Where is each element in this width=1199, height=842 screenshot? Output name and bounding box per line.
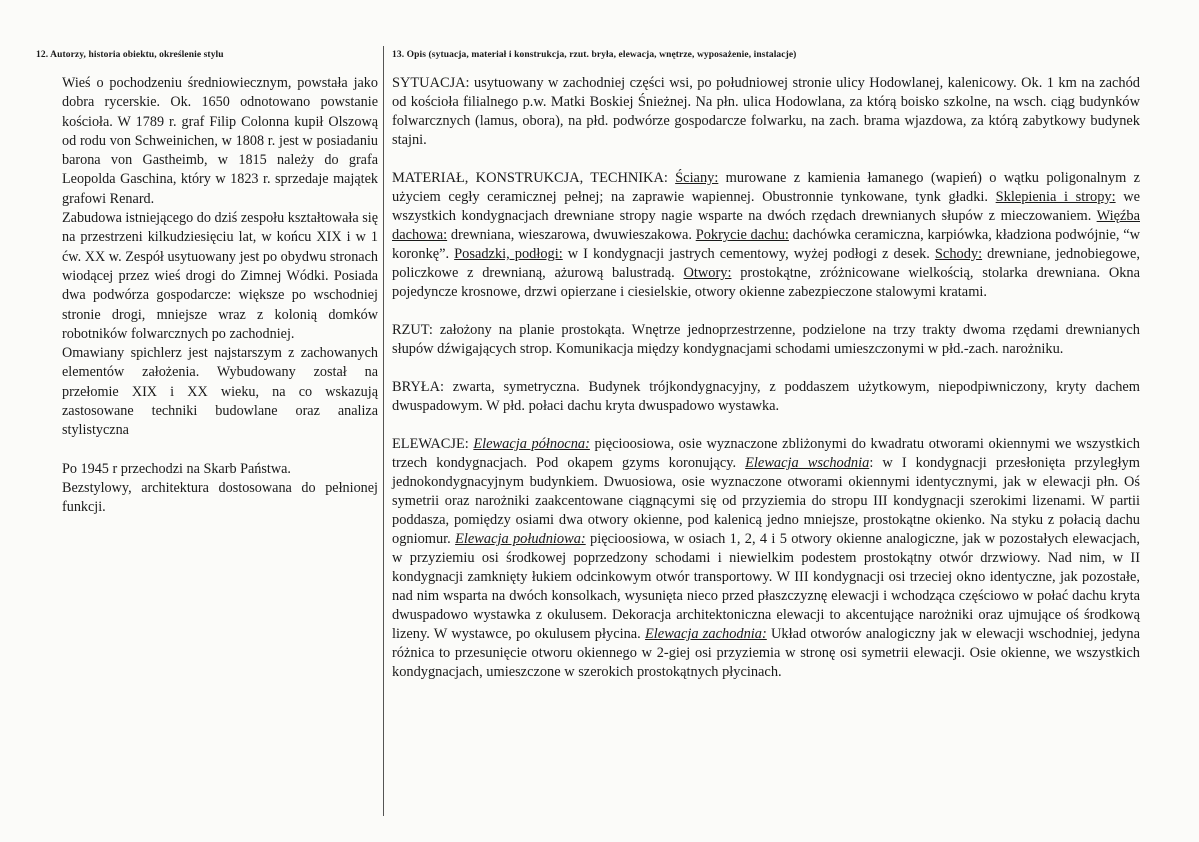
column-divider xyxy=(383,46,384,816)
north-elevation-label: Elewacja północna: xyxy=(473,436,590,452)
history-column xyxy=(36,50,378,518)
section-12-heading: 12. Autorzy, historia obiektu, określenie stylu xyxy=(36,50,224,60)
history-paragraph-origins: Wieś o pochodzeniu średniowiecznym, powstała jako dobra rycerskie. Ok. 1650 odnotowano powstanie kościoła. W 1789 r. graf Filip Colonna kupił Olszową od rodu von Schweinichen, w 1808 r. jest w posiadaniu barona von Gastheimb, w 1815 należy do grafa Leopolda Gaschina, który w 1823 r. sprzedaje majątek grafowi Renard. xyxy=(62,75,378,207)
history-paragraph-granary: Omawiany spichlerz jest najstarszym z zachowanych elementów założenia. Wybudowany został na przełomie XIX i XX wieku, na co wskazują zastosowane techniki budowlane oraz analiza stylistyczna xyxy=(62,345,378,439)
elewacje-lead: ELEWACJE: xyxy=(392,436,474,452)
rzut-paragraph: RZUT: założony na planie prostokąta. Wnętrze jednoprzestrzenne, podzielone na trzy trakty dwoma rzędami drewnianych słupów dźwigających strop. Komunikacja między kondygnacjami schodami umieszczonymi w płd.-zach. narożniku. xyxy=(392,322,1140,357)
bryla-paragraph: BRYŁA: zwarta, symetryczna. Budynek trójkondygnacyjny, z poddaszem użytkowym, niepodpiwniczony, kryty dachem dwuspadowym. W płd. połaci dachu kryta dwuspadowo wystawka. xyxy=(392,379,1140,414)
sytuacja-paragraph: SYTUACJA: usytuowany w zachodniej części wsi, po południowej stronie ulicy Hodowlanej, kalenicowy. Ok. 1 km na zachód od kościoła filialnego p.w. Matki Boskiej Śnieżnej. Na płn. ulica Hodowlana, za którą boisko szkolne, na wsch. ciąg budynków folwarcznych (lamus, obora), na płd. podwórze gospodarcze folwarku, na zach. brama wjazdowa, za którą zabytkowy budynek stajni. xyxy=(392,75,1140,148)
east-elevation-text: : w I kondygnacji przesłonięta przyległym jednokondygnacyjnym budynkiem. Dwuosiowa, osie wyznaczone otworami okiennymi identycznymi, jak w elewacji płn. Oś symetrii oraz narożniki zaakcentowane ciągnącymi się od przyziemia do stropu III kondygnacji szerokimi lizenami. W partii poddasza, pomiędzy osiami dwa otwory okienne, pod kalenicą jedno mniejsze, prostokątne okienko. Na styku z połacią dachu ogniomur. xyxy=(392,455,1140,547)
paragraph-gap xyxy=(392,359,1140,378)
history-paragraph-complex: Zabudowa istniejącego do dziś zespołu kształtowała się na przestrzeni kilkudziesięciu lat, w końcu XIX i w 1 ćw. XX w. Zespół usytuowany jest po obydwu stronach wiodącej przez wieś drogi do Zimnej Wódki. Posiada dwa podwórza gospodarcze: większe po wschodniej stronie drogi, mniejsze wraz z kolonią domków robotników folwarcznych po zachodniej. xyxy=(62,210,378,342)
paragraph-gap xyxy=(392,150,1140,169)
stairs-text: drewniane, jednobiegowe, policzkowe z drewnianą, ażurową balustradą. xyxy=(392,246,1140,281)
truss-label: Więźba dachowa: xyxy=(392,208,1140,243)
paragraph-gap xyxy=(62,441,378,460)
paragraph-gap xyxy=(392,416,1140,435)
south-elevation-label: Elewacja południowa: xyxy=(455,531,586,547)
west-elevation-text: Układ otworów analogiczny jak w elewacji wschodniej, jedyna różnica to przesunięcie otworu okiennego w 2-giej osi przyziemia w stronę osi symetrii elewacji. Osie okienne, we wszystkich kondygnacjach, umieszczone w szerokich prostokątnych płycinach. xyxy=(392,626,1140,680)
truss-text: drewniana, wieszarowa, dwuwieszakowa. xyxy=(447,227,696,243)
section-13-heading: 13. Opis (sytuacja, materiał i konstrukcja, rzut. bryła, elewacja, wnętrze, wyposażenie, instalacje) xyxy=(392,50,797,60)
stairs-label: Schody: xyxy=(934,246,983,262)
walls-text: murowane z kamienia łamanego (wapień) o wątku poligonalnym z użyciem cegły ceramicznej pełnej; na zaprawie wapiennej. Obustronnie tynkowane, tynk gładki. xyxy=(392,170,1140,205)
floors-label: Posadzki, podłogi: xyxy=(454,246,563,262)
floors-text: w I kondygnacji jastrych cementowy, wyżej podłogi z desek. xyxy=(562,246,935,262)
material-paragraph xyxy=(392,169,1140,302)
openings-label: Otwory: xyxy=(683,265,732,281)
north-elevation-text: pięcioosiowa, osie wyznaczone zbliżonymi do kwadratu otworami okiennymi we wszystkich trzech kondygnacjach. Pod okapem gzyms koronujący. xyxy=(392,436,1140,471)
history-paragraph-1945: Po 1945 r przechodzi na Skarb Państwa. xyxy=(62,460,291,477)
vaults-label: Sklepienia i stropy: xyxy=(995,189,1116,205)
east-elevation-label: Elewacja wschodnia xyxy=(745,455,870,471)
description-text xyxy=(392,74,1140,682)
openings-text: prostokątne, zróżnicowane wielkością, stolarka drewniana. Okna pojedyncze krosnowe, drzwi opierzane i ciesielskie, otwory okienne zabezpieczone stalowymi kratami. xyxy=(392,265,1140,300)
history-text xyxy=(62,74,378,518)
paragraph-gap xyxy=(392,302,1140,321)
roofing-text: dachówka ceramiczna, karpiówka, kładziona podwójnie, “w koronkę”. xyxy=(392,227,1140,262)
description-column xyxy=(392,50,1140,682)
material-lead: MATERIAŁ, KONSTRUKCJA, TECHNIKA: xyxy=(392,170,676,186)
west-elevation-label: Elewacja zachodnia: xyxy=(645,626,767,642)
vaults-text: we wszystkich kondygnacjach drewniane stropy nagie wsparte na dwóch rzędach drewnianych słupów z mieczowaniem. xyxy=(392,189,1140,224)
south-elevation-text: pięcioosiowa, w osiach 1, 2, 4 i 5 otwory okienne analogiczne, jak w pozostałych elewacjach, w przyziemiu osi środkowej poprzedzony schodami i niewielkim podestem prostokątny otwór drzwiowy. Nad nim, w II kondygnacji zamknięty łukiem odcinkowym otwór transportowy. W III kondygnacji osi trzeciej okno identyczne, jak pozostałe, nad nim wsparta na dwóch konsolkach, wysunięta nieco przed płaszczyznę elewacji i wchodząca częściowo w połać dachu kryta dwuspadowo wystawka z okulusem. Dekoracja architektoniczna elewacji to akcentujące narożniki oraz ujmujące oś środkową lizeny. W wystawce, po okulusem płycina. xyxy=(392,531,1140,642)
elewacje-paragraph xyxy=(392,435,1140,682)
walls-label: Ściany: xyxy=(675,170,719,186)
style-paragraph: Bezstylowy, architektura dostosowana do pełnionej funkcji. xyxy=(62,479,378,516)
roofing-label: Pokrycie dachu: xyxy=(695,227,789,243)
